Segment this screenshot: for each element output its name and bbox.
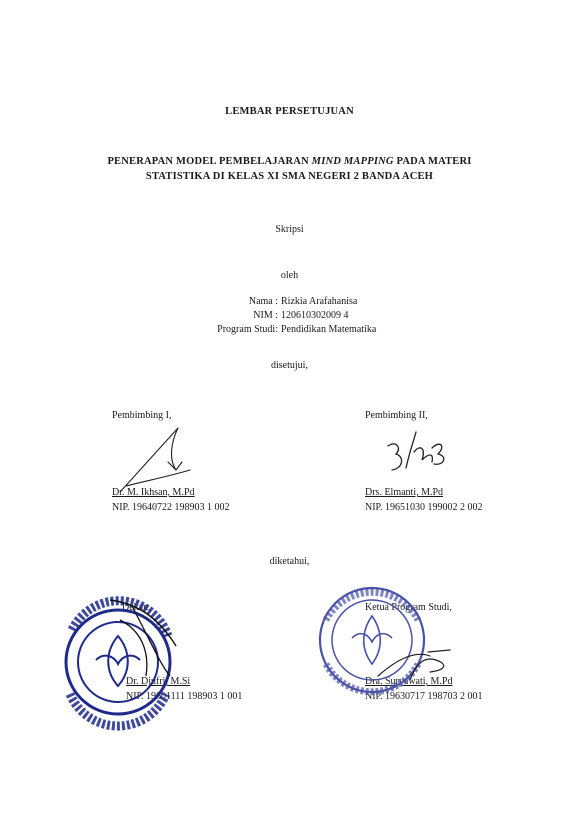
supervisor1-nip: NIP. 19640722 198903 1 002 <box>112 502 230 513</box>
nim-label: NIM : <box>253 310 278 321</box>
name-label: Nama : <box>248 296 278 307</box>
dean-role: Dekan, <box>122 602 151 613</box>
head-of-program-nip: NIP. 19630717 198703 2 001 <box>365 691 483 702</box>
nim-value: 120610302009 4 <box>281 310 349 321</box>
head-of-program-role: Ketua Program Studi, <box>365 602 452 613</box>
thesis-title-line1-after: PADA MATERI <box>393 156 472 167</box>
thesis-title-line1-before: PENERAPAN MODEL PEMBELAJARAN <box>107 156 312 167</box>
supervisor1-role: Pembimbing I, <box>112 410 172 421</box>
dean-name: Dr. Djufri, M.Si <box>126 676 191 687</box>
name-value: Rizkia Arafahanisa <box>281 296 358 307</box>
program-label: Program Studi: <box>217 324 278 335</box>
supervisor2-name: Drs. Elmanti, M.Pd <box>365 487 444 498</box>
document-type: Skripsi <box>275 224 304 235</box>
program-value: Pendidikan Matematika <box>281 324 377 335</box>
stamp-left <box>66 600 176 726</box>
by-label: oleh <box>280 270 299 281</box>
known-label: diketahui, <box>269 556 310 567</box>
supervisor2-nip: NIP. 19651030 199002 2 002 <box>365 502 483 513</box>
head-of-program-name: Dra. Suryawati, M.Pd <box>365 676 453 687</box>
signature-supervisor2 <box>388 432 444 470</box>
signature-supervisor1 <box>120 428 190 492</box>
thesis-title-italic: MIND MAPPING <box>311 156 394 167</box>
supervisor2-role: Pembimbing II, <box>365 410 428 421</box>
dean-nip: NIP. 19601111 198903 1 001 <box>126 691 243 702</box>
thesis-title-line2: STATISTIKA DI KELAS XI SMA NEGERI 2 BANDA ACEH <box>145 171 434 182</box>
approved-label: disetujui, <box>271 360 308 371</box>
stamp-right <box>320 588 424 692</box>
supervisor1-name: Dr. M. Ikhsan, M.Pd <box>112 487 195 498</box>
page-heading: LEMBAR PERSETUJUAN <box>225 106 354 117</box>
